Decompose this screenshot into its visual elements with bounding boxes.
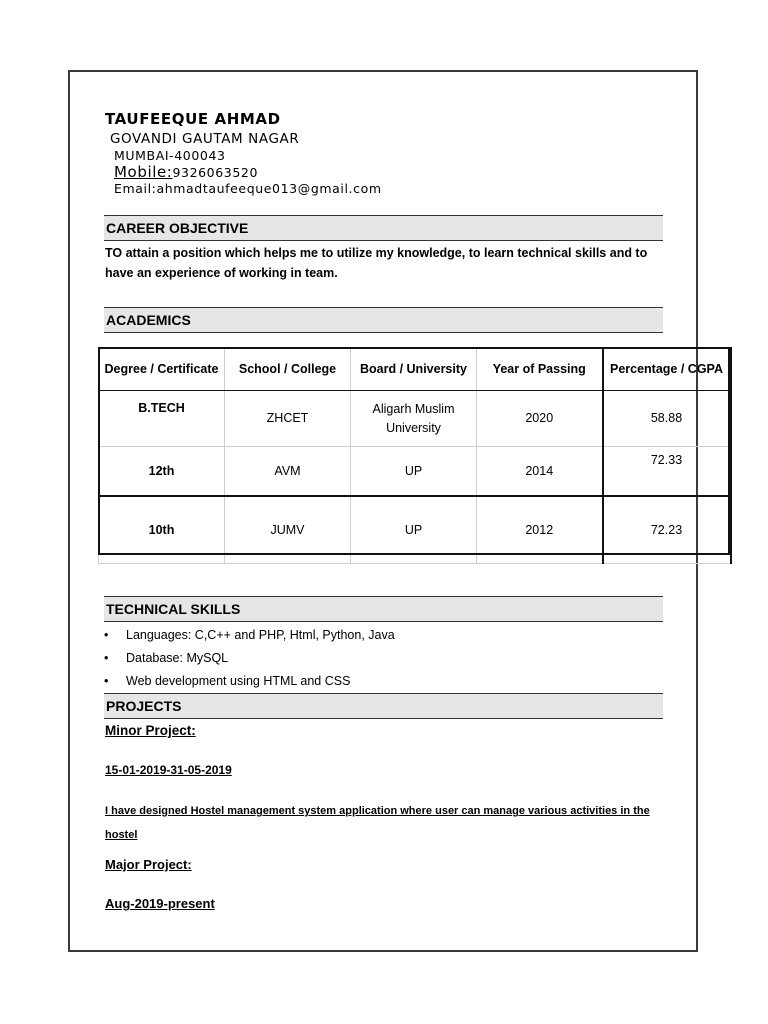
table-cell: B.TECH: [99, 391, 225, 447]
academics-heading: ACADEMICS: [104, 307, 663, 333]
academics-table: [98, 347, 732, 564]
candidate-name: TAUFEEQUE AHMAD: [105, 110, 281, 128]
table-cell: 72.33: [603, 447, 731, 497]
list-item: • Languages: C,C++ and PHP, Html, Python, Java: [104, 624, 395, 647]
mobile-value: 9326063520: [172, 165, 258, 180]
address-line-1: GOVANDI GAUTAM NAGAR: [110, 131, 300, 147]
table-cell: 72.23: [603, 496, 731, 564]
table-cell: 10th: [99, 496, 225, 564]
column-header: Board / University: [351, 348, 477, 391]
mobile-line: [106, 163, 258, 181]
career-objective-heading: CAREER OBJECTIVE: [104, 215, 663, 241]
technical-skills-heading: TECHNICAL SKILLS: [104, 596, 663, 622]
minor-project-dates: 15-01-2019-31-05-2019: [105, 763, 232, 777]
minor-project-title: Minor Project:: [105, 723, 196, 738]
table-header-row: [99, 348, 731, 391]
address-line-2: MUMBAI-400043: [114, 148, 226, 163]
mobile-label: Mobile:: [114, 163, 173, 181]
table-cell: JUMV: [225, 496, 351, 564]
projects-heading: PROJECTS: [104, 693, 663, 719]
table-cell: 58.88: [603, 391, 731, 447]
major-project-dates: Aug-2019-present: [105, 896, 215, 911]
table-cell: UP: [351, 447, 477, 497]
table-cell: 12th: [99, 447, 225, 497]
email-line: Email:ahmadtaufeeque013@gmail.com: [114, 181, 382, 196]
table-cell: AVM: [225, 447, 351, 497]
column-header: Degree / Certificate: [99, 348, 225, 391]
table-cell: ZHCET: [225, 391, 351, 447]
skills-list: [104, 624, 395, 693]
table-row: [99, 391, 731, 447]
table-row: [99, 447, 731, 497]
career-objective-text: TO attain a position which helps me to utilize my knowledge, to learn technical skills and to have an experience of working in team.: [105, 246, 648, 280]
column-header: Percentage / CGPA: [603, 348, 731, 391]
minor-project-description: I have designed Hostel management system application where user can manage various activities in the hostel: [105, 805, 650, 841]
table-cell: 2012: [477, 496, 603, 564]
column-header: Year of Passing: [477, 348, 603, 391]
table-cell: 2014: [477, 447, 603, 497]
table-cell: UP: [351, 496, 477, 564]
list-item: • Database: MySQL: [104, 647, 395, 670]
major-project-title: Major Project:: [105, 857, 192, 872]
table-row: [99, 496, 731, 564]
table-cell: Aligarh Muslim University: [351, 391, 477, 447]
column-header: School / College: [225, 348, 351, 391]
list-item: • Web development using HTML and CSS: [104, 670, 395, 693]
table-cell: 2020: [477, 391, 603, 447]
